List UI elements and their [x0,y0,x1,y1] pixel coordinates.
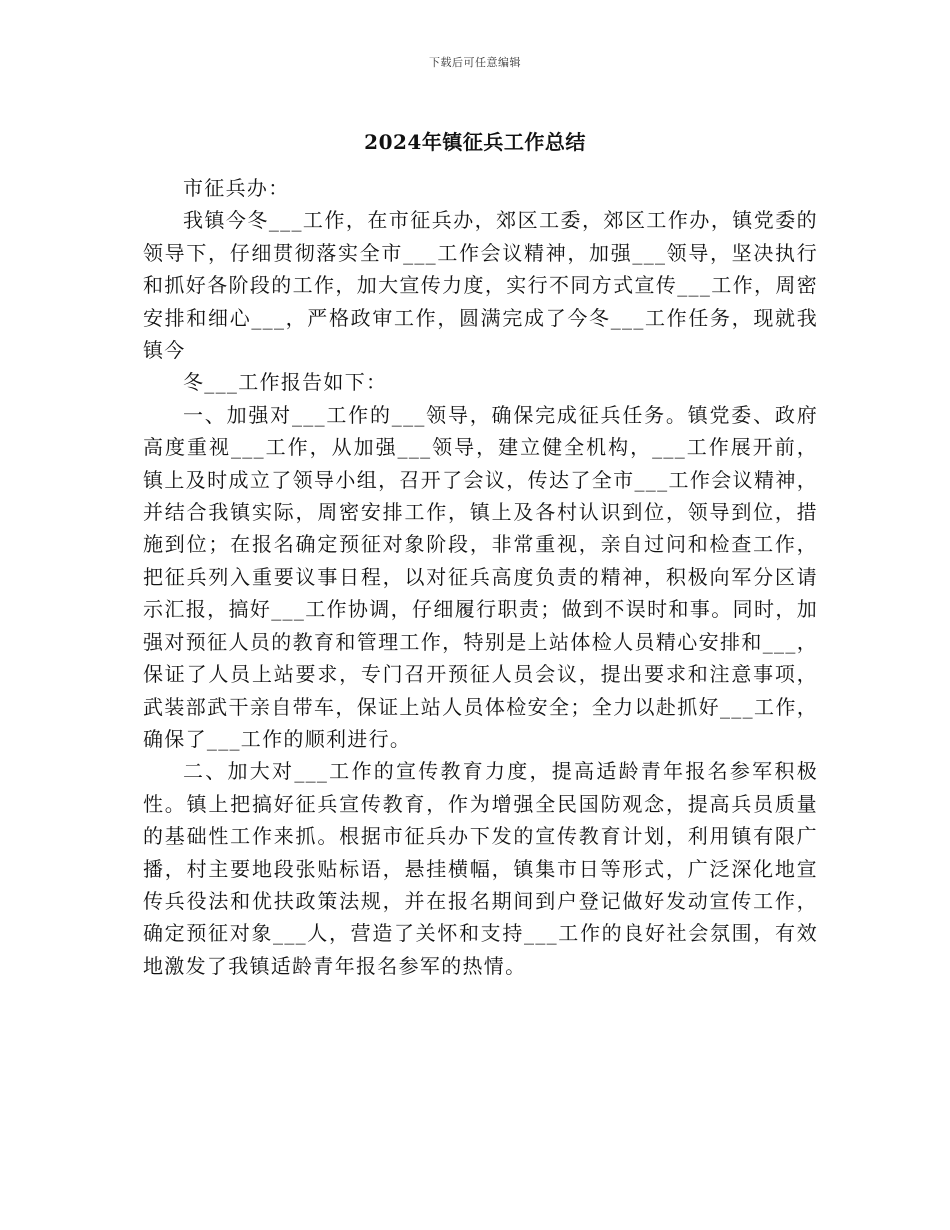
paragraph-intro: 我镇今冬___工作，在市征兵办，郊区工委，郊区工作办，镇党委的领导下，仔细贯彻落实全市___工作会议精神，加强___领导，坚决执行和抓好各阶段的工作，加大宣传力度，实行不同方式宣传___工作，周密安排和细心___，严格政审工作，圆满完成了今冬___工作任务，现就我镇今 [143,208,818,363]
document-title: 2024年镇征兵工作总结 [364,130,586,154]
document-body [143,172,818,982]
paragraph-section-2: 二、加大对___工作的宣传教育力度，提高适龄青年报名参军积极性。镇上把搞好征兵宣传教育，作为增强全民国防观念，提高兵员质量的基础性工作来抓。根据市征兵办下发的宣传教育计划，利用镇有限广播，村主要地段张贴标语，悬挂横幅，镇集市日等形式，广泛深化地宣传兵役法和优扶政策法规，并在报名期间到户登记做好发动宣传工作，确定预征对象___人，营造了关怀和支持___工作的良好社会氛围，有效地激发了我镇适龄青年报名参军的热情。 [143,759,818,978]
paragraph-section-1: 一、加强对___工作的___领导，确保完成征兵任务。镇党委、政府高度重视___工作，从加强___领导，建立健全机构，___工作展开前，镇上及时成立了领导小组，召开了会议，传达了全市___工作会议精神，并结合我镇实际，周密安排工作，镇上及各村认识到位，领导到位，措施到位；在报名确定预征对象阶段，非常重视，亲自过问和检查工作，把征兵列入重要议事日程，以对征兵高度负责的精神，积极向军分区请示汇报，搞好___工作协调，仔细履行职责；做到不误时和事。同时，加强对预征人员的教育和管理工作，特别是上站体检人员精心安排和___，保证了人员上站要求，专门召开预征人员会议，提出要求和注意事项，武装部武干亲自带车，保证上站人员体检安全；全力以赴抓好___工作，确保了___工作的顺利进行。 [143,402,818,751]
salutation: 市征兵办： [183,176,290,200]
header-note: 下载后可任意编辑 [429,56,521,69]
paragraph-report-lead: 冬___工作报告如下： [183,370,388,395]
